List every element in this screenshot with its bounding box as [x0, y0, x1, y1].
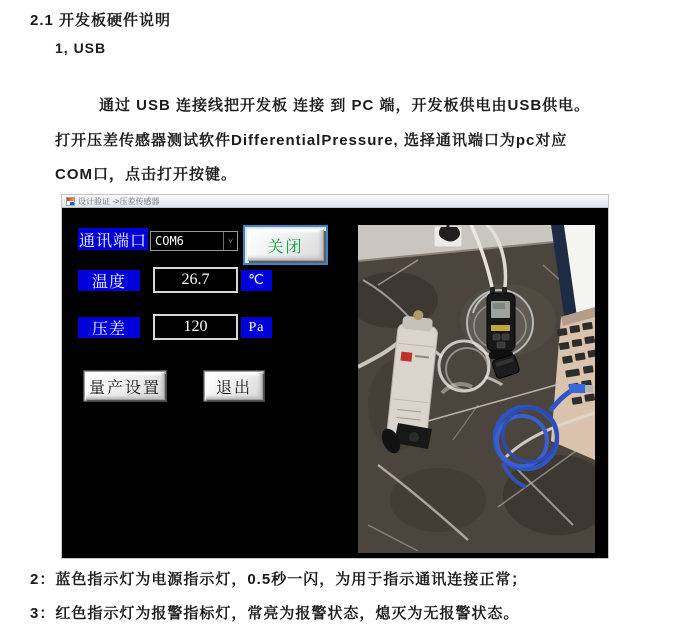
window-title: 设计验证 ->压差传感器	[78, 196, 160, 206]
paragraph-line-1: 通过 USB 连接线把开发板 连接 到 PC 端，开发板供电由USB供电。	[99, 97, 591, 114]
com-port-dropdown[interactable]	[150, 231, 238, 251]
section-heading: 2.1 开发板硬件说明	[30, 12, 172, 29]
mass-production-settings-label: 量产设置	[85, 372, 165, 400]
temperature-label: 温度	[78, 270, 140, 291]
mass-production-settings-button[interactable]	[83, 370, 167, 402]
com-port-value: COM6	[155, 234, 184, 248]
hardware-photo	[358, 225, 595, 553]
note-blue-led: 2：蓝色指示灯为电源指示灯，0.5秒一闪，为用于指示通讯连接正常；	[30, 571, 528, 588]
pressure-label: 压差	[78, 317, 140, 338]
exit-button-label: 退出	[205, 372, 263, 400]
window-title-bar	[62, 195, 608, 208]
pressure-value[interactable]: 120	[153, 314, 238, 340]
temperature-unit: ℃	[241, 270, 272, 291]
close-port-button-label: 关闭	[247, 229, 324, 261]
temperature-value[interactable]: 26.7	[153, 267, 238, 293]
note-red-led: 3：红色指示灯为报警指标灯，常亮为报警状态，熄灭为无报警状态。	[30, 605, 520, 622]
hardware-photo-graphic	[358, 225, 595, 553]
app-client-area	[62, 208, 608, 558]
app-window	[62, 195, 608, 558]
pressure-unit: Pa	[241, 317, 272, 338]
app-icon	[66, 197, 75, 206]
list-item-usb: 1, USB	[55, 40, 107, 56]
port-label: 通讯端口	[78, 228, 148, 250]
chevron-down-icon[interactable]: ˅	[223, 232, 237, 250]
paragraph-line-3: COM口，点击打开按键。	[55, 166, 237, 183]
close-port-button[interactable]	[243, 225, 328, 265]
exit-button[interactable]	[203, 370, 265, 402]
paragraph-line-2: 打开压差传感器测试软件DifferentialPressure, 选择通讯端口为pc对应	[55, 132, 568, 149]
